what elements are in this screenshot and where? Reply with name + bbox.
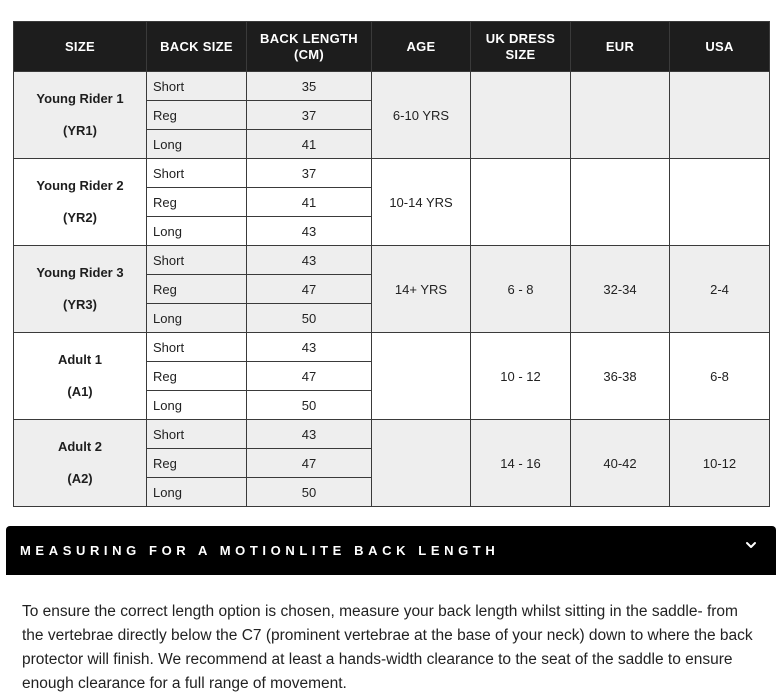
back-length-cell: 37 (247, 101, 372, 130)
back-size-cell: Long (147, 217, 247, 246)
back-size-cell: Long (147, 391, 247, 420)
header-back-length-line2: (CM) (293, 46, 325, 62)
back-length-cell: 43 (247, 217, 372, 246)
header-back-size: BACK SIZE (147, 22, 247, 72)
size-name: Young Rider 2 (36, 178, 124, 193)
header-uk-dress-line2: SIZE (505, 46, 536, 62)
size-name: Adult 2 (57, 439, 103, 454)
table-row (14, 420, 770, 449)
size-code: (YR1) (63, 123, 97, 138)
header-size: SIZE (14, 22, 147, 72)
age-cell: 14+ YRS (372, 246, 471, 333)
back-length-cell: 37 (247, 159, 372, 188)
size-name-cell (14, 159, 147, 246)
back-length-cell: 43 (247, 246, 372, 275)
uk-dress-cell: 6 - 8 (471, 246, 571, 333)
size-code: (A2) (67, 471, 93, 486)
back-size-cell: Short (147, 246, 247, 275)
back-size-cell: Short (147, 333, 247, 362)
size-name: Young Rider 1 (36, 91, 124, 106)
back-size-cell: Reg (147, 188, 247, 217)
header-usa: USA (670, 22, 770, 72)
table-row (14, 159, 770, 188)
back-size-cell: Long (147, 130, 247, 159)
back-size-cell: Short (147, 420, 247, 449)
back-length-cell: 50 (247, 478, 372, 507)
header-eur: EUR (571, 22, 670, 72)
back-size-cell: Short (147, 72, 247, 101)
eur-cell (571, 159, 670, 246)
table-row (14, 72, 770, 101)
usa-cell: 10-12 (670, 420, 770, 507)
table-row (14, 333, 770, 362)
size-name-cell (14, 246, 147, 333)
size-chart-table (13, 21, 770, 507)
uk-dress-cell (471, 159, 571, 246)
table-header-row (14, 22, 770, 72)
usa-cell: 6-8 (670, 333, 770, 420)
size-name-cell (14, 72, 147, 159)
age-cell (372, 333, 471, 420)
size-code: (YR3) (63, 297, 97, 312)
back-size-cell: Long (147, 478, 247, 507)
back-size-cell: Long (147, 304, 247, 333)
age-cell (372, 420, 471, 507)
age-cell: 10-14 YRS (372, 159, 471, 246)
header-back-length-line1: BACK LENGTH (260, 30, 358, 46)
header-uk-dress-line1: UK DRESS (485, 30, 556, 46)
eur-cell: 40-42 (571, 420, 670, 507)
back-length-cell: 43 (247, 420, 372, 449)
age-cell: 6-10 YRS (372, 72, 471, 159)
uk-dress-cell: 14 - 16 (471, 420, 571, 507)
table-row (14, 246, 770, 275)
back-length-cell: 50 (247, 304, 372, 333)
header-age: AGE (372, 22, 471, 72)
eur-cell (571, 72, 670, 159)
back-length-cell: 47 (247, 449, 372, 478)
uk-dress-cell: 10 - 12 (471, 333, 571, 420)
uk-dress-cell (471, 72, 571, 159)
back-length-cell: 47 (247, 362, 372, 391)
size-name: Adult 1 (57, 352, 103, 367)
measuring-instructions: To ensure the correct length option is chosen, measure your back length whilst sitting in the saddle- from the vertebrae directly below the C7 (prominent vertebrae at the base of your neck) down to where the back protector will finish. We recommend at least a hands-width clearance to the seat of the saddle to ensure enough clearance for a full range of movement. (22, 603, 753, 692)
back-length-cell: 41 (247, 130, 372, 159)
usa-cell (670, 72, 770, 159)
back-size-cell: Short (147, 159, 247, 188)
back-length-cell: 50 (247, 391, 372, 420)
chevron-down-icon[interactable] (744, 538, 758, 552)
size-name-cell (14, 333, 147, 420)
usa-cell (670, 159, 770, 246)
back-size-cell: Reg (147, 362, 247, 391)
back-size-cell: Reg (147, 449, 247, 478)
usa-cell: 2-4 (670, 246, 770, 333)
size-code: (YR2) (63, 210, 97, 225)
back-length-cell: 43 (247, 333, 372, 362)
back-length-cell: 41 (247, 188, 372, 217)
header-back-length (247, 22, 372, 72)
eur-cell: 36-38 (571, 333, 670, 420)
accordion-title: MEASURING FOR A MOTIONLITE BACK LENGTH (20, 543, 500, 558)
back-size-cell: Reg (147, 275, 247, 304)
header-uk-dress-size (471, 22, 571, 72)
size-name-cell (14, 420, 147, 507)
size-code: (A1) (67, 384, 93, 399)
back-length-cell: 35 (247, 72, 372, 101)
measuring-accordion-header[interactable] (6, 526, 776, 575)
size-name: Young Rider 3 (36, 265, 124, 280)
back-length-cell: 47 (247, 275, 372, 304)
back-size-cell: Reg (147, 101, 247, 130)
eur-cell: 32-34 (571, 246, 670, 333)
